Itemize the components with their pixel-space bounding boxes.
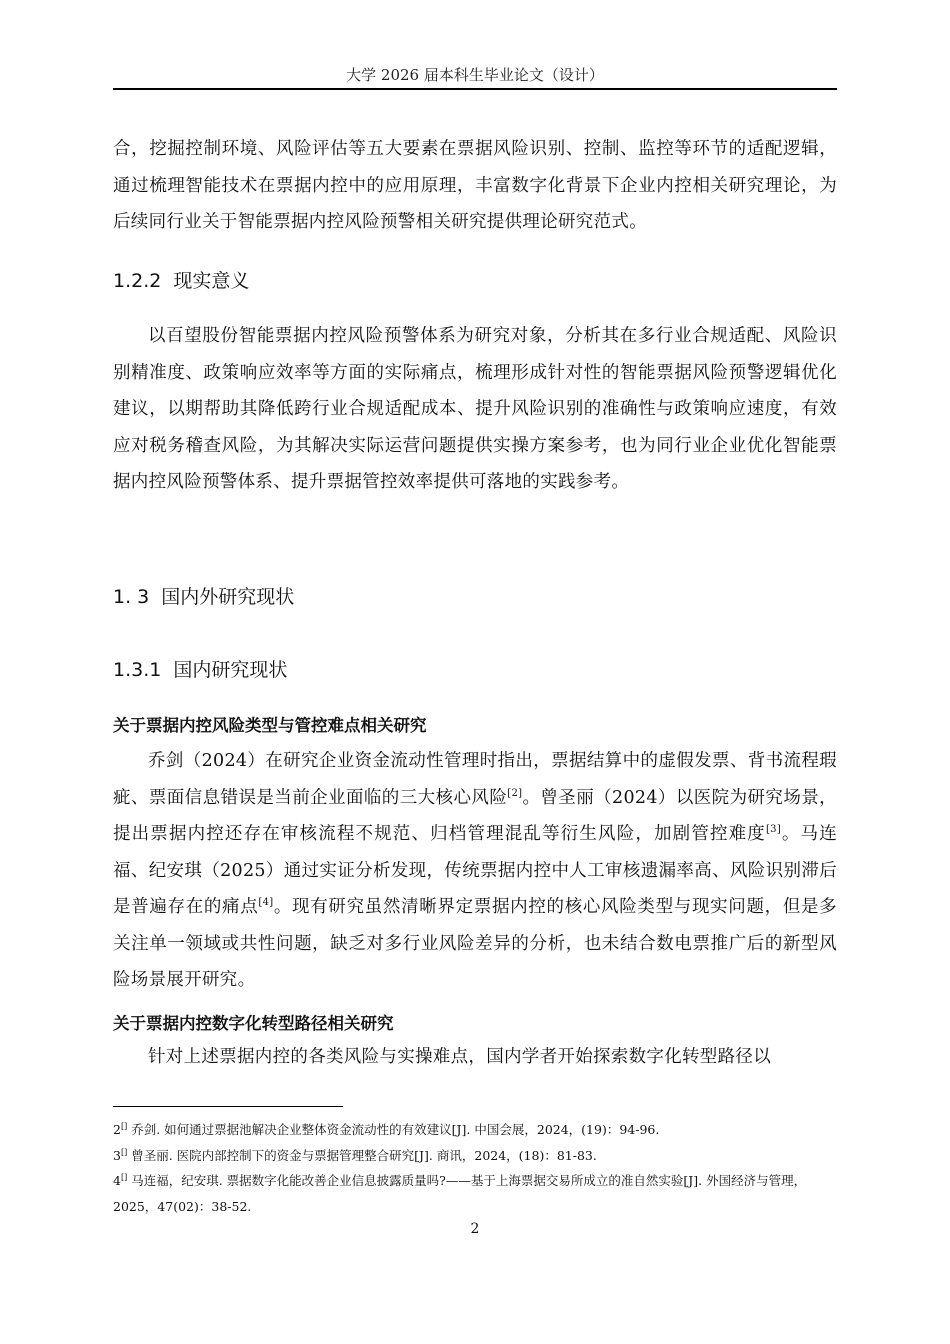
section-number: 1.2.2	[113, 270, 162, 292]
paragraph-text: 。现有研究虽然清晰界定票据内控的核心风险类型与现实问题，但是多关注单一领域或共性问题，缺乏对多行业风险差异的分析，也未结合数电票推广后的新型风险场景展开研究。	[113, 897, 837, 990]
section-heading-1-3-1	[113, 656, 287, 684]
section-title: 现实意义	[173, 270, 250, 292]
section-heading-1-3	[113, 583, 294, 611]
footnote-text: 马连福，纪安琪. 票据数字化能改善企业信息披露质量吗?——基于上海票据交易所成立的准自然实验[J]. 外国经济与管理，2025，47(02)：38-52.	[113, 1173, 807, 1214]
footnote-number[interactable]: 2[]	[113, 1122, 128, 1137]
footnote-number[interactable]: 3[]	[113, 1148, 128, 1163]
digital-transformation-paragraph: 针对上述票据内控的各类风险与实操难点，国内学者开始探索数字化转型路径以	[148, 1047, 771, 1067]
footnote-separator	[113, 1106, 343, 1107]
paragraph-text: 。马连福、纪安琪（2025）通过实证分析发现，传统票据内控中人工审核遗漏率高、风险识别滞后是普遍存在的痛点	[113, 824, 837, 917]
footnote	[113, 1168, 837, 1220]
subheading-risk-types: 关于票据内控风险类型与管控难点相关研究	[113, 716, 427, 735]
page-number: 2	[470, 1221, 480, 1237]
section-heading-1-2-2	[113, 267, 249, 295]
citation-ref[interactable]: [4]	[258, 897, 274, 908]
citation-ref[interactable]: [3]	[765, 824, 782, 835]
footnote	[113, 1117, 837, 1143]
section-title: 国内研究现状	[173, 659, 288, 681]
footnote-text: 曾圣丽. 医院内部控制下的资金与票据管理整合研究[J]. 商讯，2024，(18)：81-83.	[131, 1148, 597, 1163]
intro-paragraph: 合，挖掘控制环境、风险评估等五大要素在票据风险识别、控制、监控等环节的适配逻辑，通过梳理智能技术在票据内控中的应用原理，丰富数字化背景下企业内控相关研究理论，为后续同行业关于智能票据内控风险预警相关研究提供理论研究范式。	[113, 139, 837, 232]
footnote	[113, 1143, 837, 1169]
section-number: 1.3.1	[113, 659, 162, 681]
footnote-number[interactable]: 4[]	[113, 1173, 128, 1188]
citation-ref[interactable]: [2]	[507, 787, 523, 799]
running-header: 大学 2026 届本科生毕业论文（设计）	[113, 64, 837, 90]
footnote-text: 乔剑. 如何通过票据池解决企业整体资金流动性的有效建议[J]. 中国会展，2024，(19)：94-96.	[131, 1122, 660, 1137]
subheading-digital-transformation: 关于票据内控数字化转型路径相关研究	[113, 1014, 394, 1033]
section-number: 1. 3	[113, 586, 150, 608]
paragraph-text: 乔剑（2024）在研究企业资金流动性管理时指出，票据结算中的虚假发票、背书流程瑕疵、票面信息错误是当前企业面临的三大核心风险	[113, 751, 837, 808]
paragraph-text: 。曾圣丽（2024）以医院为研究场景，提出票据内控还存在审核流程不规范、归档管理混乱等衍生风险，加剧管控难度	[113, 787, 837, 844]
risk-types-paragraph	[113, 743, 837, 999]
section-title: 国内外研究现状	[161, 586, 295, 608]
practical-significance-paragraph: 以百望股份智能票据内控风险预警体系为研究对象，分析其在多行业合规适配、风险识别精准度、政策响应效率等方面的实际痛点，梳理形成针对性的智能票据风险预警逻辑优化建议，以期帮助其降低跨行业合规适配成本、提升风险识别的准确性与政策响应速度，有效应对税务稽查风险，为其解决实际运营问题提供实操方案参考，也为同行业企业优化智能票据内控风险预警体系、提升票据管控效率提供可落地的实践参考。	[113, 326, 837, 492]
